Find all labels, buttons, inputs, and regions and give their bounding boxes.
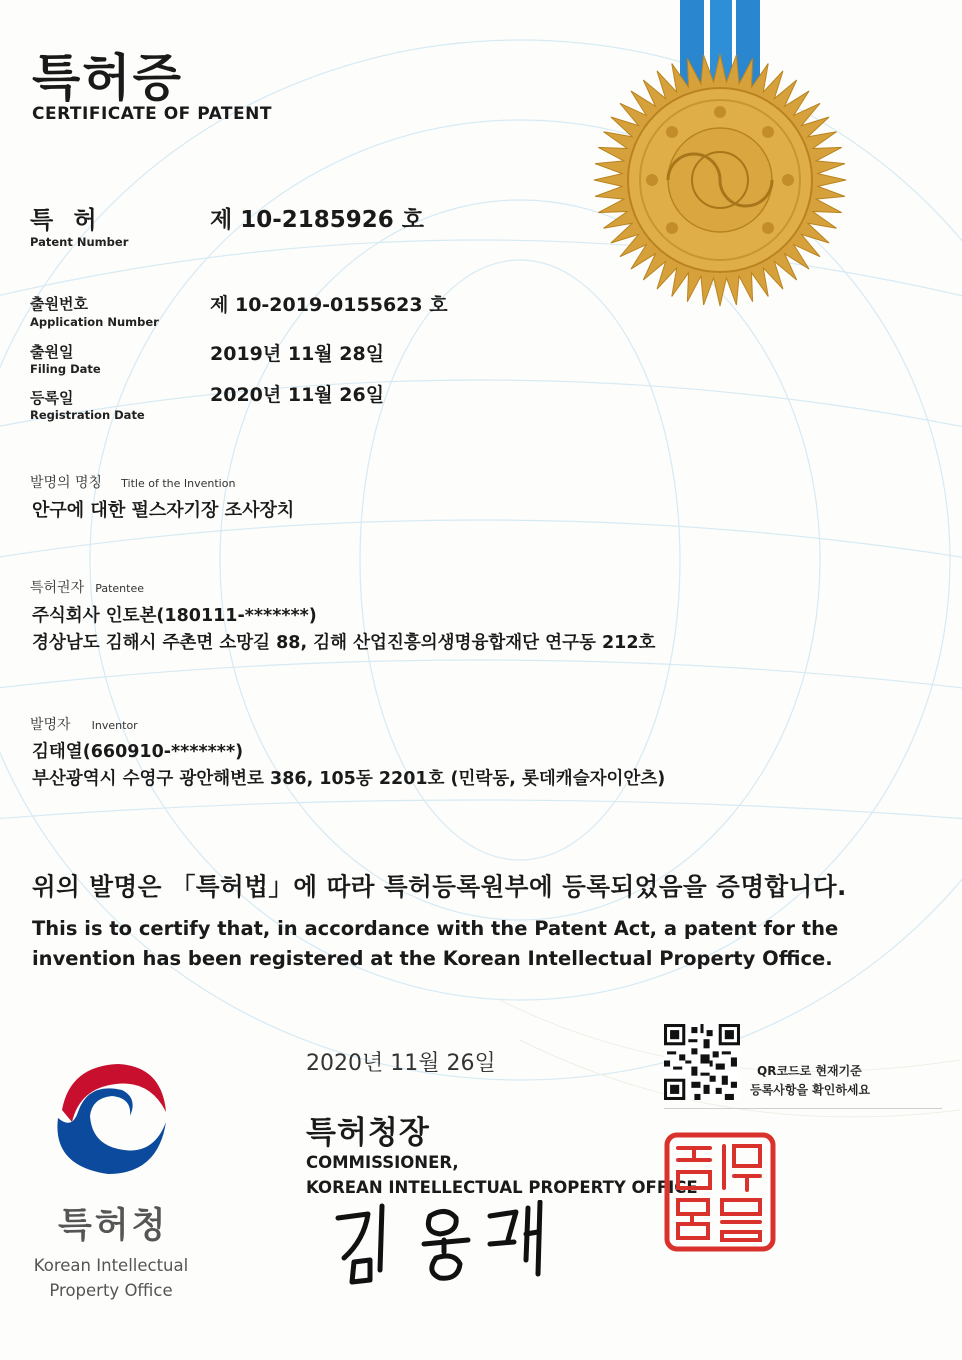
patentee-label-en: Patentee bbox=[95, 582, 144, 595]
kipo-logo-icon bbox=[50, 1058, 174, 1178]
registration-date-label-en: Registration Date bbox=[30, 408, 145, 422]
certification-statement-en-line2: invention has been registered at the Korean Intellectual Property Office. bbox=[32, 947, 833, 970]
patentee-label: 특허권자 bbox=[30, 580, 85, 596]
certificate-subtitle: CERTIFICATE OF PATENT bbox=[32, 104, 272, 124]
invention-title: 안구에 대한 펄스자기장 조사장치 bbox=[32, 500, 295, 521]
qr-instruction-line1: QR코드로 현재기준 bbox=[757, 1064, 862, 1078]
gold-seal-medal bbox=[592, 0, 848, 310]
patent-number-label: 특 허 bbox=[30, 206, 103, 234]
application-number-label: 출원번호 bbox=[30, 295, 88, 313]
registration-date-label: 등록일 bbox=[30, 389, 74, 407]
certificate-title: 특허증 bbox=[32, 49, 183, 107]
invention-label: 발명의 명칭 bbox=[30, 475, 103, 491]
filing-date-value: 2019년 11월 28일 bbox=[210, 343, 385, 365]
commissioner-title-ko: 특허청장 bbox=[306, 1115, 430, 1151]
inventor-label-row bbox=[30, 714, 138, 734]
application-number-label-en: Application Number bbox=[30, 315, 159, 329]
kipo-name-en-line2: Property Office bbox=[49, 1281, 173, 1300]
patent-number-label-en: Patent Number bbox=[30, 235, 129, 249]
patentee-name: 주식회사 인토본(180111-*******) bbox=[32, 606, 317, 626]
signature bbox=[330, 1200, 560, 1290]
qr-instruction-line2: 등록사항을 확인하세요 bbox=[750, 1083, 871, 1097]
kipo-name-en bbox=[22, 1253, 200, 1303]
issue-date: 2020년 11월 26일 bbox=[306, 1051, 496, 1076]
invention-label-en: Title of the Invention bbox=[121, 477, 236, 490]
inventor-label-en: Inventor bbox=[91, 719, 138, 732]
patentee-label-row bbox=[30, 577, 144, 597]
kipo-name-ko: 특허청 bbox=[58, 1206, 169, 1246]
invention-label-row bbox=[30, 472, 235, 492]
patentee-address: 경상남도 김해시 주촌면 소망길 88, 김해 산업진흥의생명융합재단 연구동 212호 bbox=[32, 633, 656, 653]
patent-number-value: 제 10-2185926 호 bbox=[210, 207, 425, 233]
inventor-address: 부산광역시 수영구 광안해변로 386, 105동 2201호 (민락동, 롯데캐슬자이안츠) bbox=[32, 769, 666, 789]
inventor-label: 발명자 bbox=[30, 717, 71, 733]
inventor-name: 김태열(660910-*******) bbox=[32, 742, 244, 762]
filing-date-label: 출원일 bbox=[30, 343, 74, 361]
official-seal-stamp bbox=[664, 1132, 776, 1252]
filing-date-label-en: Filing Date bbox=[30, 362, 101, 376]
commissioner-title-en-line2: KOREAN INTELLECTUAL PROPERTY OFFICE bbox=[306, 1178, 698, 1197]
kipo-name-en-line1: Korean Intellectual bbox=[33, 1256, 189, 1275]
qr-code[interactable] bbox=[664, 1024, 740, 1100]
commissioner-title-en-line1: COMMISSIONER, bbox=[306, 1153, 459, 1172]
application-number-value: 제 10-2019-0155623 호 bbox=[210, 294, 448, 316]
certification-statement-ko: 위의 발명은 「특허법」에 따라 특허등록원부에 등록되었음을 증명합니다. bbox=[32, 872, 847, 901]
registration-date-value: 2020년 11월 26일 bbox=[210, 384, 385, 406]
certification-statement-en-line1: This is to certify that, in accordance with the Patent Act, a patent for the bbox=[32, 917, 839, 940]
divider bbox=[664, 1108, 942, 1109]
